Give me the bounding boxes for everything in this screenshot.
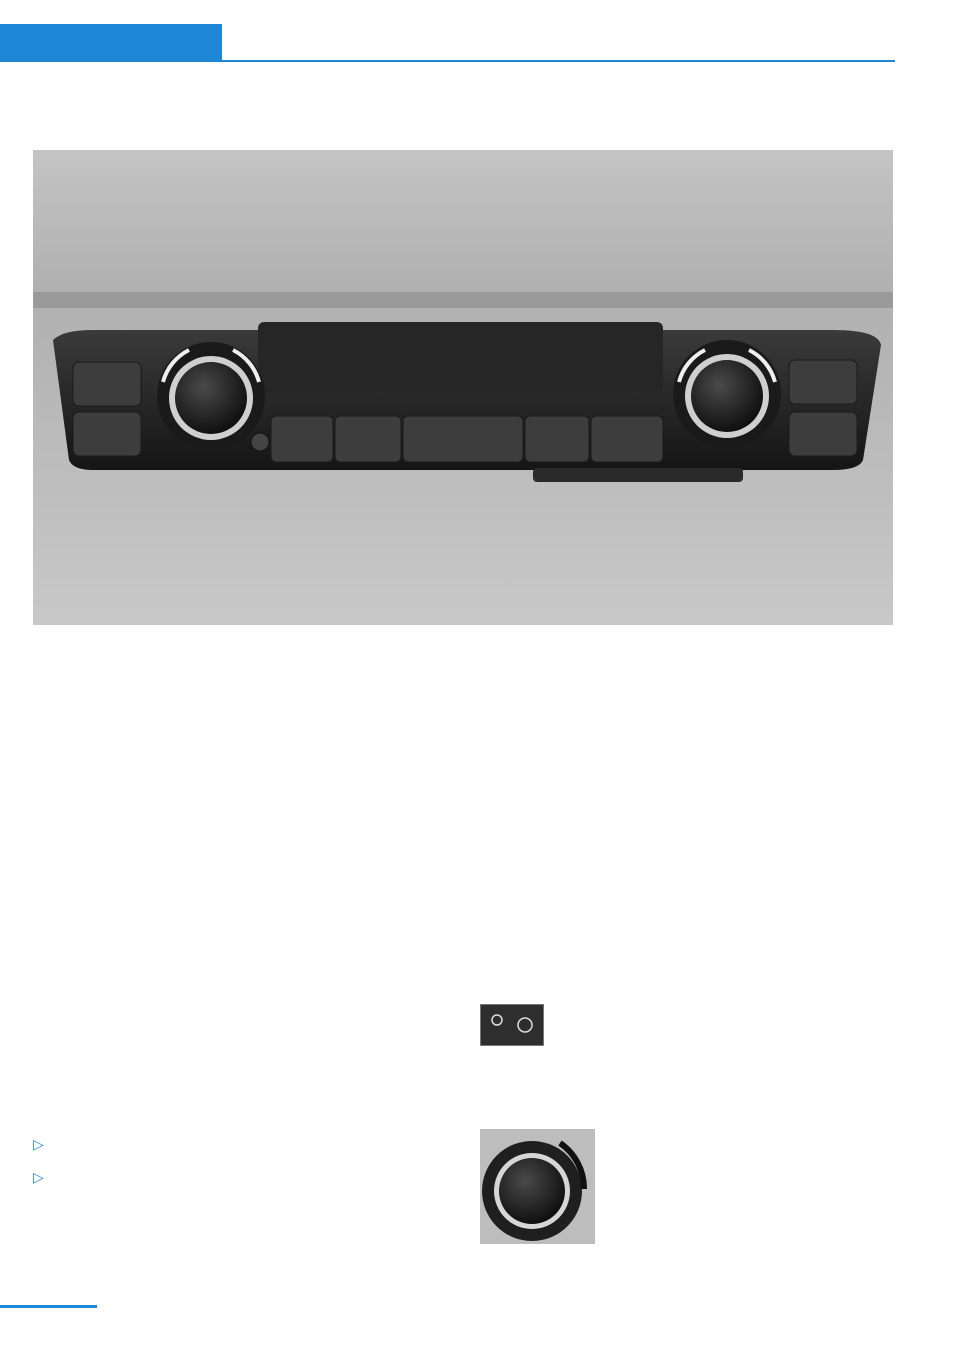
activate-bullet-list — [33, 1128, 65, 1194]
footer-rule — [0, 1305, 97, 1308]
panel-illustration — [33, 150, 893, 625]
triangle-bullet-icon: ▷ — [33, 1169, 44, 1185]
triangle-bullet-icon: ▷ — [33, 1136, 44, 1152]
list-item — [33, 1128, 65, 1161]
climate-panel-figure — [33, 150, 893, 625]
tab-manejo[interactable] — [0, 24, 222, 62]
list-item — [33, 1161, 65, 1194]
fan-off-button-image — [480, 1004, 544, 1046]
header-bar — [0, 24, 895, 62]
tab-climatizacion[interactable] — [222, 24, 240, 62]
header-rule — [222, 60, 895, 62]
temperature-knob-image — [480, 1129, 595, 1244]
